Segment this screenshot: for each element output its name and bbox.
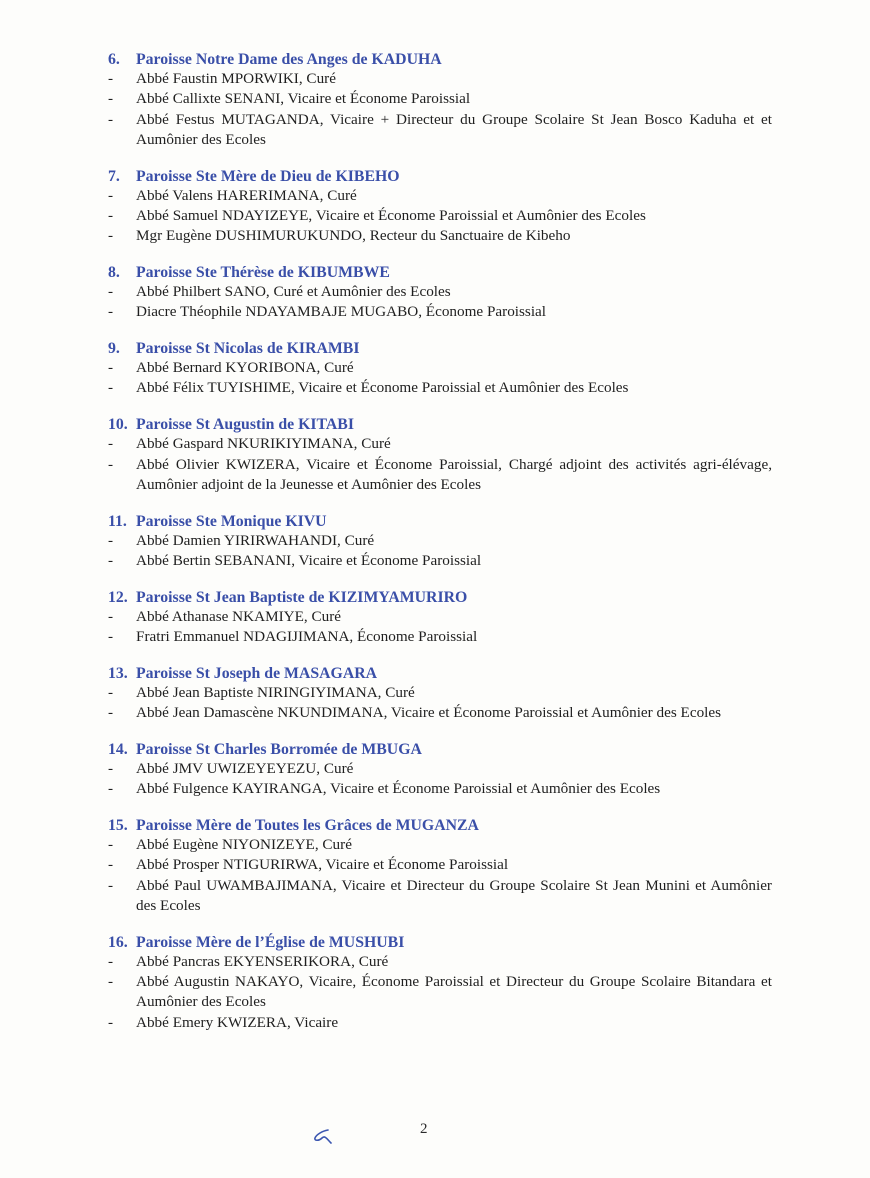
clergy-list-item xyxy=(108,302,772,322)
clergy-list-item xyxy=(108,952,772,972)
parish-number: 15. xyxy=(108,817,128,835)
clergy-list-item xyxy=(108,89,772,109)
clergy-entry-text: Mgr Eugène DUSHIMURUKUNDO, Recteur du Sanctuaire de Kibeho xyxy=(136,227,571,245)
page-number: 2 xyxy=(420,1121,428,1137)
clergy-list-item xyxy=(108,627,772,647)
parish-title: Paroisse Ste Thérèse de KIBUMBWE xyxy=(136,264,390,282)
handwritten-initial-mark xyxy=(312,1127,334,1145)
dash-bullet: - xyxy=(108,359,114,377)
parish-heading xyxy=(108,50,772,69)
dash-bullet: - xyxy=(108,90,114,108)
clergy-list-item xyxy=(108,455,772,496)
parish-section xyxy=(108,339,772,399)
parish-heading xyxy=(108,740,772,759)
dash-bullet: - xyxy=(108,856,114,874)
clergy-entry-text: Abbé Philbert SANO, Curé et Aumônier des Ecoles xyxy=(136,283,451,301)
dash-bullet: - xyxy=(108,531,114,549)
clergy-list xyxy=(108,531,772,572)
parish-number: 9. xyxy=(108,340,120,358)
parish-title: Paroisse Notre Dame des Anges de KADUHA xyxy=(136,51,442,68)
dash-bullet: - xyxy=(108,206,114,224)
clergy-entry-text: Abbé Faustin MPORWIKI, Curé xyxy=(136,70,336,87)
parish-heading xyxy=(108,339,772,358)
parish-heading xyxy=(108,512,772,531)
clergy-entry-text: Abbé Samuel NDAYIZEYE, Vicaire et Économe Paroissial et Aumônier des Ecoles xyxy=(136,206,646,224)
dash-bullet: - xyxy=(108,379,114,397)
clergy-entry-text: Abbé Jean Baptiste NIRINGIYIMANA, Curé xyxy=(136,683,415,701)
clergy-list-item xyxy=(108,855,772,875)
dash-bullet: - xyxy=(108,683,114,701)
clergy-list xyxy=(108,282,772,323)
parish-title: Paroisse St Jean Baptiste de KIZIMYAMURIRO xyxy=(136,588,468,606)
parish-number: 16. xyxy=(108,933,128,951)
clergy-entry-text: Abbé Bertin SEBANANI, Vicaire et Économe Paroissial xyxy=(136,551,482,569)
clergy-entry-text: Abbé Augustin NAKAYO, Vicaire, Économe Paroissial et Directeur du Groupe Scolaire Bitandara et Aumônier des Ecoles xyxy=(136,973,772,1011)
clergy-list-item xyxy=(108,206,772,226)
dash-bullet: - xyxy=(108,876,114,894)
clergy-list-item xyxy=(108,282,772,302)
parish-heading xyxy=(108,588,772,607)
clergy-entry-text: Abbé Athanase NKAMIYE, Curé xyxy=(136,607,341,625)
dash-bullet: - xyxy=(108,435,114,453)
dash-bullet: - xyxy=(108,110,114,128)
dash-bullet: - xyxy=(108,607,114,625)
clergy-entry-text: Abbé JMV UWIZEYEYEZU, Curé xyxy=(136,759,354,777)
parish-section xyxy=(108,512,772,572)
parish-number: 11. xyxy=(108,512,127,530)
parish-title: Paroisse St Charles Borromée de MBUGA xyxy=(136,740,422,758)
clergy-list-item xyxy=(108,972,772,1013)
parish-section xyxy=(108,415,772,495)
clergy-entry-text: Abbé Paul UWAMBAJIMANA, Vicaire et Directeur du Groupe Scolaire St Jean Munini et Aumônier des Ecoles xyxy=(136,876,772,914)
parish-list xyxy=(108,50,772,1049)
clergy-list-item xyxy=(108,683,772,703)
parish-section xyxy=(108,263,772,323)
clergy-entry-text: Abbé Festus MUTAGANDA, Vicaire + Directeur du Groupe Scolaire St Jean Bosco Kaduha et et Aumônier des Ecoles xyxy=(136,110,772,148)
parish-title: Paroisse Mère de l’Église de MUSHUBI xyxy=(136,933,405,951)
parish-section xyxy=(108,50,772,150)
parish-number: 7. xyxy=(108,167,120,185)
clergy-entry-text: Abbé Fulgence KAYIRANGA, Vicaire et Économe Paroissial et Aumônier des Ecoles xyxy=(136,780,661,798)
clergy-list xyxy=(108,186,772,247)
clergy-entry-text: Abbé Bernard KYORIBONA, Curé xyxy=(136,359,354,377)
clergy-list-item xyxy=(108,358,772,378)
parish-section xyxy=(108,664,772,724)
clergy-list-item xyxy=(108,779,772,799)
dash-bullet: - xyxy=(108,551,114,569)
parish-section xyxy=(108,816,772,916)
dash-bullet: - xyxy=(108,780,114,798)
clergy-list-item xyxy=(108,876,772,917)
clergy-list-item xyxy=(108,835,772,855)
dash-bullet: - xyxy=(108,759,114,777)
parish-title: Paroisse St Nicolas de KIRAMBI xyxy=(136,340,360,358)
parish-heading xyxy=(108,415,772,434)
clergy-entry-text: Abbé Eugène NIYONIZEYE, Curé xyxy=(136,836,352,854)
parish-number: 10. xyxy=(108,416,128,434)
clergy-entry-text: Abbé Jean Damascène NKUNDIMANA, Vicaire et Économe Paroissial et Aumônier des Ecoles xyxy=(136,704,722,722)
clergy-list-item xyxy=(108,110,772,151)
clergy-entry-text: Abbé Emery KWIZERA, Vicaire xyxy=(136,1013,339,1031)
dash-bullet: - xyxy=(108,952,114,970)
parish-title: Paroisse Mère de Toutes les Grâces de MUGANZA xyxy=(136,817,479,835)
parish-heading xyxy=(108,167,772,186)
parish-number: 12. xyxy=(108,588,128,606)
dash-bullet: - xyxy=(108,70,114,87)
clergy-entry-text: Abbé Callixte SENANI, Vicaire et Économe Paroissial xyxy=(136,90,471,108)
clergy-list-item xyxy=(108,69,772,89)
dash-bullet: - xyxy=(108,836,114,854)
parish-heading xyxy=(108,263,772,282)
dash-bullet: - xyxy=(108,973,114,991)
clergy-list xyxy=(108,607,772,648)
parish-number: 13. xyxy=(108,664,128,682)
clergy-entry-text: Diacre Théophile NDAYAMBAJE MUGABO, Économe Paroissial xyxy=(136,303,547,321)
clergy-entry-text: Abbé Valens HARERIMANA, Curé xyxy=(136,186,357,204)
clergy-entry-text: Abbé Damien YIRIRWAHANDI, Curé xyxy=(136,531,375,549)
clergy-list xyxy=(108,434,772,495)
parish-number: 6. xyxy=(108,51,120,68)
parish-heading xyxy=(108,933,772,952)
dash-bullet: - xyxy=(108,628,114,646)
dash-bullet: - xyxy=(108,1013,114,1031)
clergy-list xyxy=(108,683,772,724)
parish-title: Paroisse St Augustin de KITABI xyxy=(136,416,354,434)
clergy-list xyxy=(108,358,772,399)
dash-bullet: - xyxy=(108,303,114,321)
clergy-entry-text: Abbé Gaspard NKURIKIYIMANA, Curé xyxy=(136,435,391,453)
clergy-entry-text: Abbé Prosper NTIGURIRWA, Vicaire et Économe Paroissial xyxy=(136,856,509,874)
dash-bullet: - xyxy=(108,704,114,722)
clergy-list-item xyxy=(108,531,772,551)
clergy-entry-text: Fratri Emmanuel NDAGIJIMANA, Économe Paroissial xyxy=(136,628,478,646)
parish-section xyxy=(108,740,772,800)
clergy-list xyxy=(108,952,772,1033)
dash-bullet: - xyxy=(108,227,114,245)
parish-title: Paroisse St Joseph de MASAGARA xyxy=(136,664,378,682)
clergy-list xyxy=(108,835,772,916)
clergy-entry-text: Abbé Pancras EKYENSERIKORA, Curé xyxy=(136,952,389,970)
parish-heading xyxy=(108,664,772,683)
clergy-list-item xyxy=(108,703,772,723)
clergy-list-item xyxy=(108,607,772,627)
clergy-list-item xyxy=(108,759,772,779)
parish-section xyxy=(108,588,772,648)
clergy-list-item xyxy=(108,226,772,246)
parish-number: 14. xyxy=(108,740,128,758)
parish-section xyxy=(108,167,772,247)
clergy-list-item xyxy=(108,186,772,206)
clergy-list xyxy=(108,69,772,150)
dash-bullet: - xyxy=(108,186,114,204)
clergy-list-item xyxy=(108,378,772,398)
clergy-entry-text: Abbé Olivier KWIZERA, Vicaire et Économe Paroissial, Chargé adjoint des activités agri-élévage, Aumônier adjoint de la Jeunesse et Aumônier des Ecoles xyxy=(136,455,772,493)
clergy-list-item xyxy=(108,1013,772,1033)
clergy-list xyxy=(108,759,772,800)
parish-number: 8. xyxy=(108,264,120,282)
dash-bullet: - xyxy=(108,455,114,473)
parish-section xyxy=(108,933,772,1033)
clergy-list-item xyxy=(108,551,772,571)
dash-bullet: - xyxy=(108,283,114,301)
parish-title: Paroisse Ste Monique KIVU xyxy=(136,512,327,530)
clergy-list-item xyxy=(108,434,772,454)
parish-heading xyxy=(108,816,772,835)
parish-title: Paroisse Ste Mère de Dieu de KIBEHO xyxy=(136,167,400,185)
clergy-entry-text: Abbé Félix TUYISHIME, Vicaire et Économe Paroissial et Aumônier des Ecoles xyxy=(136,379,629,397)
